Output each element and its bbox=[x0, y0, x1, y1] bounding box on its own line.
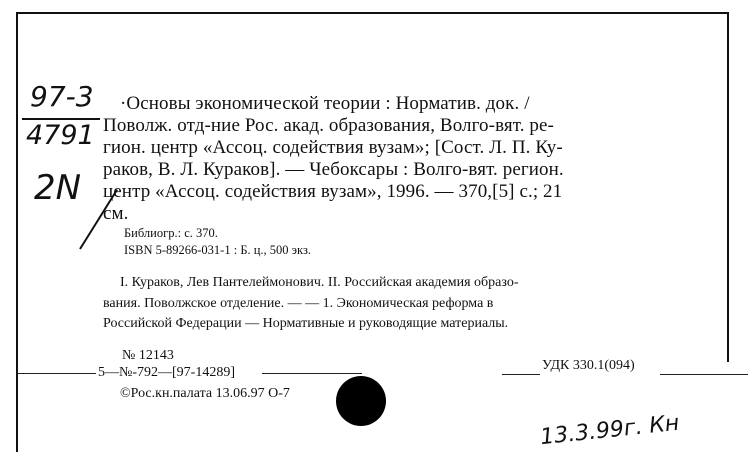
card-left-border bbox=[16, 12, 18, 452]
control-leading-rule bbox=[18, 373, 96, 374]
card-top-border bbox=[16, 12, 728, 14]
record-number: № 12143 bbox=[122, 348, 174, 363]
entry-line-4: раков, В. Л. Кураков]. — Чебоксары : Волго-вят. регион. bbox=[103, 159, 564, 180]
control-number: 5—№-792—[97-14289] bbox=[98, 365, 236, 380]
entry-line-2: Поволж. отд-ние Рос. акад. образования, Волго-вят. ре- bbox=[103, 115, 554, 136]
tracing-line-1: I. Кураков, Лев Пантелеймонович. II. Российская академия образо- bbox=[120, 275, 519, 290]
udc-code: УДК 330.1(094) bbox=[542, 358, 635, 373]
card-right-border bbox=[727, 12, 729, 362]
entry-line-5: центр «Ассоц. содействия вузам», 1996. — 370,[5] с.; 21 bbox=[103, 181, 563, 202]
book-chamber-line: ©Рос.кн.палата 13.06.97 О-7 bbox=[120, 386, 290, 401]
entry-line-6: см. bbox=[103, 203, 129, 224]
handwritten-date-initials: 13.3.99г. Кн bbox=[539, 410, 681, 451]
note-isbn: ISBN 5-89266-031-1 : Б. ц., 500 экз. bbox=[124, 243, 312, 257]
handwritten-mark: 2N bbox=[34, 168, 82, 208]
udc-leader-rule bbox=[502, 374, 540, 375]
control-trailing-rule bbox=[262, 373, 362, 374]
tracing-line-2: вания. Поволжское отделение. — — 1. Экономическая реформа в bbox=[103, 296, 494, 311]
entry-line-3: гион. центр «Ассоц. содействия вузам»; [Сост. Л. П. Ку- bbox=[103, 137, 563, 158]
udc-trailing-rule bbox=[660, 374, 748, 375]
note-bibliography: Библиогр.: с. 370. bbox=[124, 226, 218, 240]
tracing-line-3: Российской Федерации — Нормативные и руководящие материалы. bbox=[103, 316, 509, 331]
entry-line-1: ·Основы экономической теории : Норматив. док. / bbox=[120, 93, 530, 114]
call-number-bottom: 4791 bbox=[26, 120, 95, 151]
ink-blot bbox=[336, 376, 386, 426]
call-number-top: 97-3 bbox=[30, 80, 94, 113]
